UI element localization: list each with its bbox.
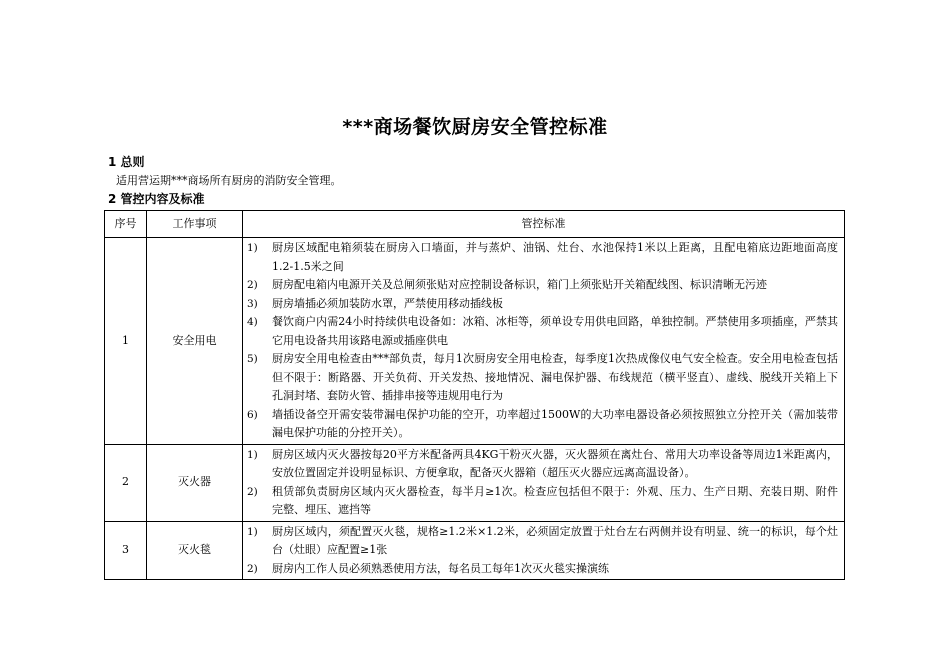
section-1-heading: 1 总则 [108, 155, 145, 169]
standard-item-text: 厨房区域内灭火器按每20平方米配备两具4KG干粉灭火器，灭火器须在离灶台、常用大功率设备等周边1米距离内，安放位置固定并设明显标识、方便拿取，配备灭火器箱（超压灭火器应远离高温设备）。 [272, 447, 838, 479]
standard-item [247, 276, 838, 295]
row-standards [243, 238, 845, 445]
standard-item-number: 4) [247, 316, 258, 328]
row-number: 3 [105, 521, 147, 580]
standard-item-text: 厨房区域内，须配置灭火毯，规格≥1.2米×1.2米，必须固定放置于灶台左右两侧并设有明显、统一的标识，每个灶台（灶眼）应配置≥1张 [272, 524, 838, 556]
standard-item [247, 313, 838, 350]
row-number: 2 [105, 444, 147, 521]
standard-item-text: 厨房配电箱内电源开关及总闸须张贴对应控制设备标识，箱门上须张贴开关箱配线图、标识清晰无污迹 [272, 278, 767, 291]
control-standards-table [104, 210, 845, 580]
header-item: 工作事项 [147, 211, 243, 238]
row-standards [243, 521, 845, 580]
standard-item-number: 1) [247, 448, 258, 461]
section-1-text: 适用营运期***商场所有厨房的消防安全管理。 [116, 174, 342, 187]
table-row [105, 521, 845, 580]
row-work-item: 安全用电 [147, 238, 243, 445]
standard-item-text: 餐饮商户内需24小时持续供电设备如：冰箱、冰柜等，须单设专用供电回路，单独控制。严禁使用多项插座，严禁其它用电设备共用该路电源或插座供电 [272, 315, 838, 347]
standard-item-number: 2) [247, 485, 258, 498]
standard-item-text: 墙插设备空开需安装带漏电保护功能的空开，功率超过1500W的大功率电器设备必须按照独立分控开关（需加装带漏电保护功能的分控开关）。 [272, 407, 838, 439]
standard-item-text: 厨房墙插必须加装防水罩，严禁使用移动插线板 [272, 296, 503, 310]
section-2-heading: 2 管控内容及标准 [108, 192, 205, 206]
standard-item [247, 406, 838, 443]
standard-item [247, 560, 838, 579]
row-work-item: 灭火器 [147, 444, 243, 521]
standard-item [247, 350, 838, 406]
table-body [105, 238, 845, 580]
standard-item-text: 厨房区域配电箱须装在厨房入口墙面，并与蒸炉、油锅、灶台、水池保持1米以上距离，且配电箱底边距地面高度1.2-1.5米之间 [272, 241, 838, 273]
table-row [105, 238, 845, 445]
standard-item-text: 厨房安全用电检查由***部负责，每月1次厨房安全用电检查，每季度1次热成像仪电气安全检查。安全用电检查包括但不限于：断路器、开关负荷、开关发热、接地情况、漏电保护器、布线规范（横平竖直）、虚线、脱线开关箱上下孔洞封堵、套防火管、插排串接等违规用电行为 [272, 352, 838, 402]
standard-item-text: 厨房内工作人员必须熟悉使用方法，每名员工每年1次灭火毯实操演练 [272, 561, 609, 575]
standard-item [247, 483, 838, 520]
row-work-item: 灭火毯 [147, 521, 243, 580]
standard-item-number: 2) [247, 279, 258, 291]
row-number: 1 [105, 238, 147, 445]
standard-item [247, 523, 838, 560]
standard-item-number: 5) [247, 353, 258, 365]
table-row [105, 444, 845, 521]
standard-item-number: 2) [247, 562, 258, 575]
standard-item-number: 6) [247, 408, 258, 421]
standard-item [247, 295, 838, 314]
standard-item-number: 3) [247, 297, 258, 310]
standard-item [247, 239, 838, 276]
row-standards [243, 444, 845, 521]
header-standard: 管控标准 [243, 211, 845, 238]
document-title: ***商场餐饮厨房安全管控标准 [342, 116, 608, 138]
standard-item-text: 租赁部负责厨房区域内灭火器检查，每半月≥1次。检查应包括但不限于：外观、压力、生产日期、充装日期、附件完整、埋压、遮挡等 [272, 484, 838, 516]
header-no: 序号 [105, 211, 147, 238]
standard-item-number: 1) [247, 242, 258, 254]
table-header-row [105, 211, 845, 238]
standard-item [247, 446, 838, 483]
standard-item-number: 1) [247, 525, 258, 538]
